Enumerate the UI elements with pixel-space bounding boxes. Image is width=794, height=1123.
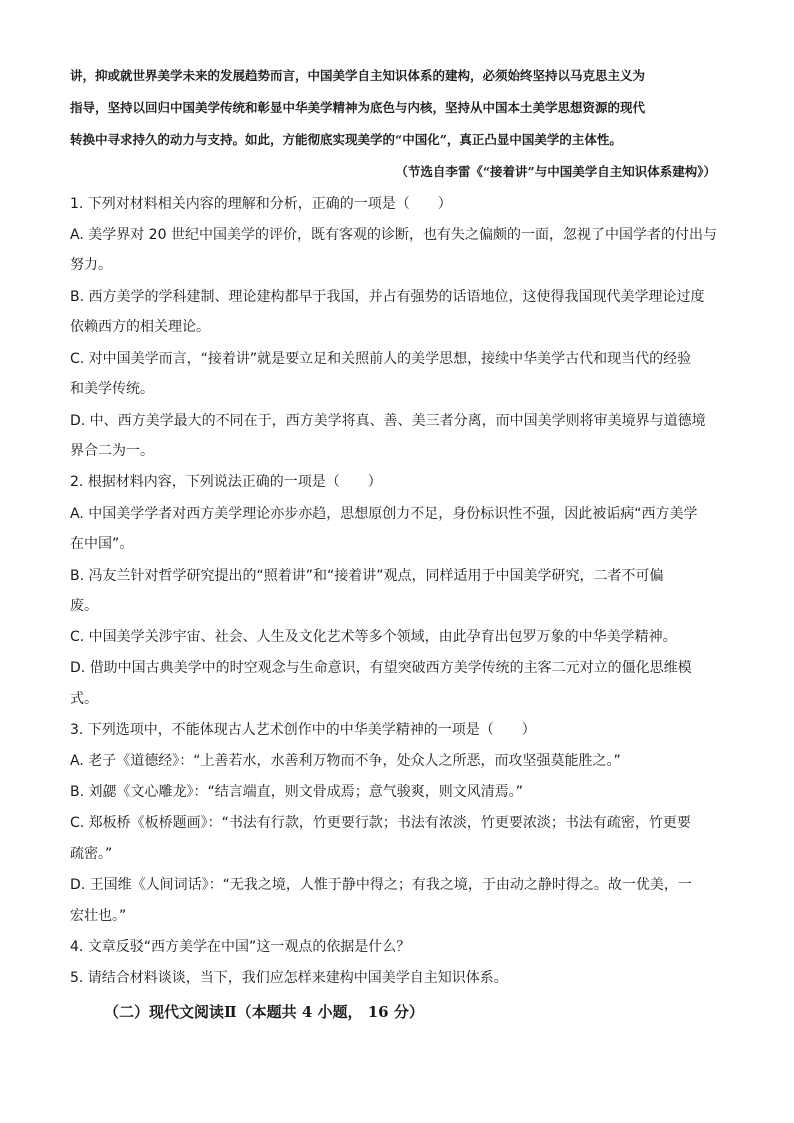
option-a-cont: 努力。 — [70, 257, 112, 273]
option-c-cont: 疏密。” — [70, 846, 113, 862]
passage-line: 转换中寻求持久的动力与支持。如此，方能彻底实现美学的“中国化”，真正凸显中国美学的主体性。 — [70, 132, 622, 147]
question-stem: 1. 下列对材料相关内容的理解和分析，正确的一项是（ ） — [70, 196, 452, 212]
passage-line: 指导，坚持以回归中国美学传统和彰显中华美学精神为底色与内核，坚持从中国本土美学思想资源的现代 — [70, 100, 646, 115]
option-d-cont: 界合二为一。 — [70, 443, 154, 459]
option-d-cont: 式。 — [70, 691, 98, 707]
passage-source: （节选自李雷《“接着讲”与中国美学自主知识体系建构》） — [395, 164, 716, 179]
question-stem: 3. 下列选项中，不能体现古人艺术创作中的中华美学精神的一项是（ ） — [70, 722, 536, 738]
option-b-cont: 依赖西方的相关理论。 — [70, 319, 210, 335]
option-a: A. 中国美学学者对西方美学理论亦步亦趋，思想原创力不足，身份标识性不强，因此被诟病“西方美学 — [70, 506, 698, 522]
passage-line: 讲，抑或就世界美学未来的发展趋势而言，中国美学自主知识体系的建构，必须始终坚持以马克思主义为 — [70, 68, 646, 83]
option-a: A. 老子《道德经》：“上善若水，水善利万物而不争，处众人之所恶，而攻坚强莫能胜之。” — [70, 753, 621, 769]
section-heading: （二）现代文阅读Ⅱ（本题共 4 小题， 16 分） — [104, 1003, 424, 1021]
option-c-cont: 和美学传统。 — [70, 381, 154, 397]
option-a-cont: 在中国”。 — [70, 536, 134, 552]
option-c: C. 中国美学关涉宇宙、社会、人生及文化艺术等多个领域，由此孕育出包罗万象的中华美学精神。 — [70, 629, 677, 645]
question-4: 4. 文章反驳“西方美学在中国”这一观点的依据是什么？ — [70, 939, 411, 955]
option-d-cont: 宏壮也。” — [70, 908, 127, 924]
option-b-cont: 废。 — [70, 598, 98, 614]
option-b: B. 冯友兰针对哲学研究提出的“照着讲”和“接着讲”观点，同样适用于中国美学研究，二者不可偏 — [70, 568, 664, 584]
question-stem: 2. 根据材料内容，下列说法正确的一项是（ ） — [70, 474, 382, 490]
question-5: 5. 请结合材料谈谈，当下，我们应怎样来建构中国美学自主知识体系。 — [70, 970, 508, 986]
option-c: C. 郑板桥《板桥题画》：“书法有行款，竹更要行款；书法有浓淡，竹更要浓淡；书法有疏密，竹更要 — [70, 815, 691, 831]
option-d: D. 中、西方美学最大的不同在于，西方美学将真、善、美三者分离，而中国美学则将审美境界与道德境 — [70, 413, 706, 429]
option-b: B. 西方美学的学科建制、理论建构都早于我国，并占有强势的话语地位，这使得我国现代美学理论过度 — [70, 289, 705, 305]
option-c: C. 对中国美学而言，“接着讲”就是要立足和关照前人的美学思想，接续中华美学古代和现当代的经验 — [70, 351, 692, 367]
option-d: D. 借助中国古典美学中的时空观念与生命意识，有望突破西方美学传统的主客二元对立的僵化思维模 — [70, 660, 692, 676]
option-b: B. 刘勰《文心雕龙》：“结言端直，则文骨成焉；意气骏爽，则文风清焉。” — [70, 784, 524, 800]
option-d: D. 王国维《人间词话》：“无我之境，人惟于静中得之；有我之境，于由动之静时得之。故一优美，一 — [70, 877, 692, 893]
option-a: A. 美学界对 20 世纪中国美学的评价，既有客观的诊断，也有失之偏颇的一面，忽视了中国学者的付出与 — [70, 227, 717, 243]
